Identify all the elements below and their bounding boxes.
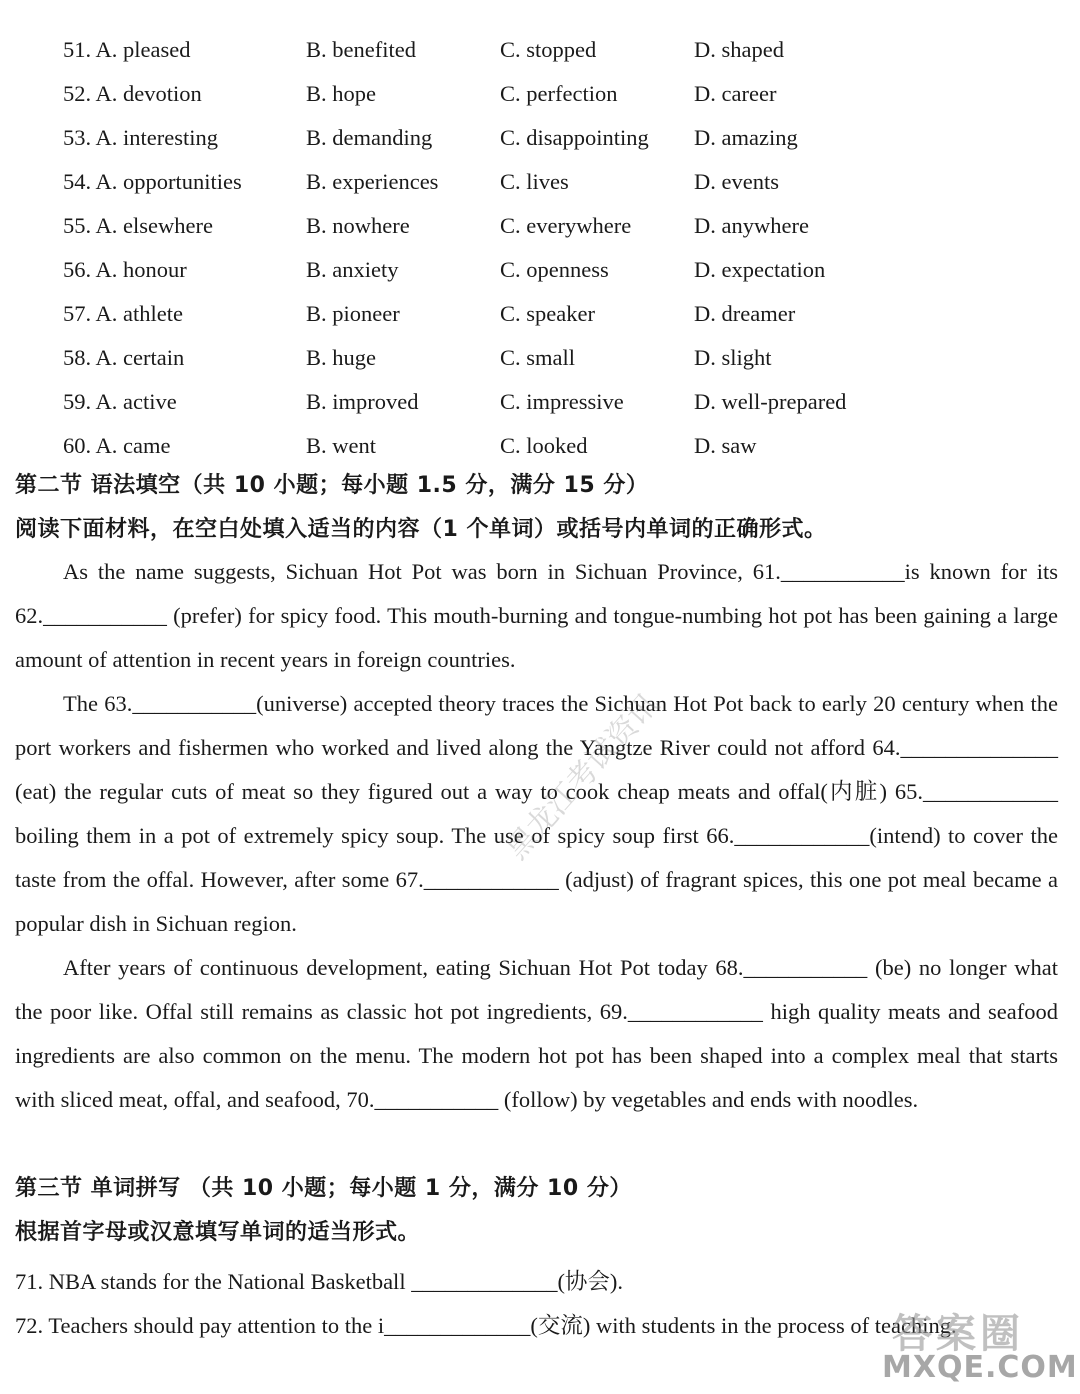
option-d: D. events: [694, 169, 779, 194]
option-row: [0, 204, 1080, 248]
option-b: B. improved: [306, 389, 419, 414]
option-a: 52. A. devotion: [63, 81, 202, 106]
option-row: [0, 72, 1080, 116]
option-c: C. lives: [500, 169, 569, 194]
option-c: C. stopped: [500, 37, 597, 62]
option-row: [0, 160, 1080, 204]
option-a: 51. A. pleased: [63, 37, 191, 62]
option-d: D. slight: [694, 345, 772, 370]
option-d: D. anywhere: [694, 213, 809, 238]
option-b: B. demanding: [306, 125, 433, 150]
option-d: D. saw: [694, 433, 757, 458]
option-a: 55. A. elsewhere: [63, 213, 213, 238]
option-c: C. impressive: [500, 389, 624, 414]
section3-heading: 第三节 单词拼写 （共 10 小题；每小题 1 分，满分 10 分）: [15, 1176, 632, 1201]
option-b: B. huge: [306, 345, 376, 370]
option-d: D. expectation: [694, 257, 826, 282]
option-d: D. well-prepared: [694, 389, 847, 414]
option-a: 53. A. interesting: [63, 125, 218, 150]
site-logo: [882, 1298, 1078, 1390]
option-row: [0, 248, 1080, 292]
option-row: [0, 336, 1080, 380]
option-b: B. experiences: [306, 169, 439, 194]
logo-bottom-text: MXQE.COM: [882, 1350, 1078, 1385]
passage-paragraph: The 63.___________(universe) accepted theory traces the Sichuan Hot Pot back to early 20 century when the port workers and fishermen who worked and lived along the Yangtze River could not afford 64.______________ (eat) the regular cuts of meat so they figured out a way to cook cheap meats and offal(内脏) 65.____________ boiling them in a pot of extremely spicy soup. The use of spicy soup first 66.____________(intend) to cover the taste from the offal. However, after some 67.____________ (adjust) of fragrant spices, this one pot meal became a popular dish in Sichuan region.: [15, 691, 1058, 936]
option-a: 56. A. honour: [63, 257, 187, 282]
question-71: 71. NBA stands for the National Basketball _____________(协会).: [15, 1269, 624, 1294]
option-d: D. career: [694, 81, 777, 106]
option-c: C. perfection: [500, 81, 618, 106]
option-a: 60. A. came: [63, 433, 171, 458]
option-row: [0, 28, 1080, 72]
passage: [15, 550, 1058, 1122]
section3-instruction: 根据首字母或汉意填写单词的适当形式。: [15, 1220, 421, 1245]
option-a: 59. A. active: [63, 389, 177, 414]
option-c: C. openness: [500, 257, 609, 282]
option-d: D. dreamer: [694, 301, 796, 326]
option-c: C. disappointing: [500, 125, 649, 150]
option-b: B. hope: [306, 81, 376, 106]
section2-instruction: 阅读下面材料，在空白处填入适当的内容（1 个单词）或括号内单词的正确形式。: [15, 517, 827, 542]
option-b: B. anxiety: [306, 257, 399, 282]
option-row: [0, 292, 1080, 336]
options-list: [0, 28, 1080, 468]
watermark-text: 黑龙江考试资讯: [499, 686, 666, 867]
option-c: C. looked: [500, 433, 588, 458]
question-72: 72. Teachers should pay attention to the i_____________(交流) with students in the process of teaching.: [15, 1313, 957, 1338]
option-c: C. everywhere: [500, 213, 632, 238]
option-row: [0, 116, 1080, 160]
option-d: D. amazing: [694, 125, 798, 150]
option-row: [0, 380, 1080, 424]
option-b: B. pioneer: [306, 301, 400, 326]
option-c: C. small: [500, 345, 576, 370]
passage-paragraph: As the name suggests, Sichuan Hot Pot was born in Sichuan Province, 61.___________is known for its 62.___________ (prefer) for spicy food. This mouth-burning and tongue-numbing hot pot has been gaining a large amount of attention in recent years in foreign countries.: [15, 559, 1058, 672]
logo-top-text: 答案圈: [892, 1311, 1024, 1357]
option-a: 54. A. opportunities: [63, 169, 242, 194]
option-b: B. benefited: [306, 37, 416, 62]
option-row: [0, 424, 1080, 468]
option-a: 58. A. certain: [63, 345, 185, 370]
section2-heading: 第二节 语法填空（共 10 小题；每小题 1.5 分，满分 15 分）: [15, 473, 649, 498]
option-c: C. speaker: [500, 301, 595, 326]
option-a: 57. A. athlete: [63, 301, 183, 326]
option-b: B. went: [306, 433, 376, 458]
passage-paragraph: After years of continuous development, eating Sichuan Hot Pot today 68.___________ (be) no longer what the poor like. Offal still remains as classic hot pot ingredients, 69.____________ high quality meats and seafood ingredients are also common on the menu. The modern hot pot has been shaped into a complex meal that starts with sliced meat, offal, and seafood, 70.___________ (follow) by vegetables and ends with noodles.: [15, 955, 1058, 1112]
option-b: B. nowhere: [306, 213, 410, 238]
option-d: D. shaped: [694, 37, 784, 62]
